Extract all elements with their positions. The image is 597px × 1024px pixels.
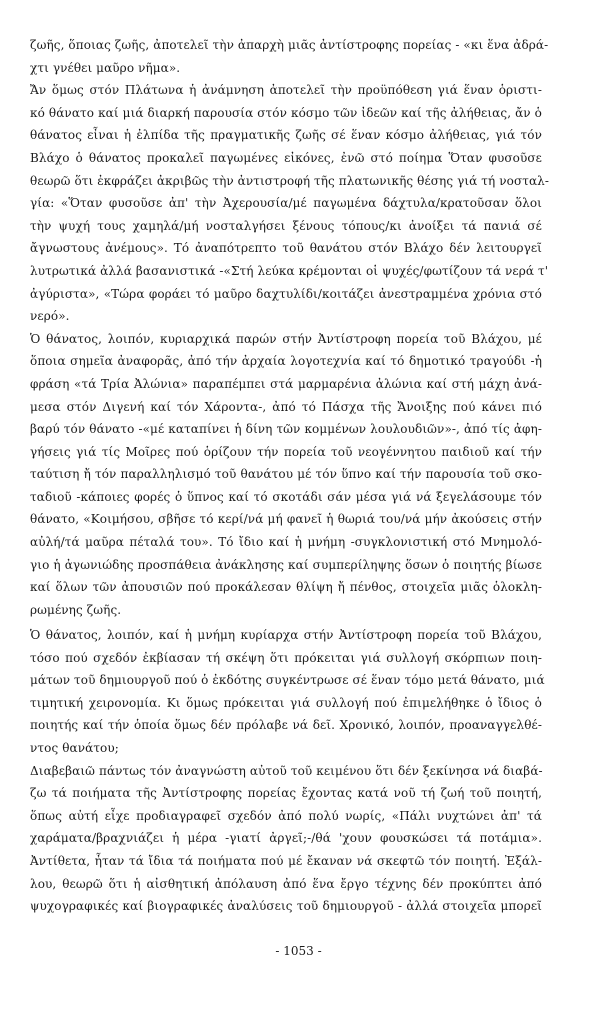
text-line: τόσο πού σχεδόν ἐκβίασαν τή σκέψη ὅτι πρόκειται γιά συλλογή σκόρπιων ποιη- bbox=[30, 650, 542, 665]
text-line: μεσα στόν Διγενή καί τόν Χάροντα-, ἀπό τό Πάσχα τῆς Ἄνοιξης πού κάνει πιό bbox=[30, 399, 542, 414]
text-line: καί ὅλων τῶν ἀπουσιῶν πού προκάλεσαν θλίψη ἤ πένθος, στοιχεῖα μιᾶς ὁλοκλη- bbox=[30, 580, 542, 595]
text-line: αὐλή/τά μαῦρα πέταλά του». Τό ἴδιο καί ἡ μνήμη -συγκλονιστική στό Μνημολό- bbox=[30, 535, 542, 550]
text-section-1 bbox=[30, 34, 550, 621]
text-line: ψυχογραφικές καί βιογραφικές ἀναλύσεις τοῦ δημιουργοῦ - ἀλλά στοιχεῖα μπορεῖ bbox=[30, 899, 542, 914]
text-line: Ἄν ὅμως στόν Πλάτωνα ἡ ἀνάμνηση ἀποτελεῖ τὴν προϋπόθεση γιά ἕναν ὁριστι- bbox=[30, 83, 542, 98]
text-line: θάνατο, «Κοιμήσου, σβῆσε τό κερί/νά μή φανεῖ ἡ θωριά του/νά μήν ἀκούσεις στήν bbox=[30, 512, 542, 527]
text-line: ζωῆς, ὅποιας ζωῆς, ἀποτελεῖ τὴν ἀπαρχὴ μιᾶς ἀντίστροφης πορείας - «κι ἕνα ἀδρά- bbox=[30, 38, 549, 52]
text-line: χαράματα/βραχνιάζει ἡ μέρα -γιατί ἀργεῖ;-/θά 'χουν φουσκώσει τά ποτάμια». bbox=[30, 831, 542, 846]
text-line: τιμητική χειρονομία. Κι ὅμως πρόκειται γιά συλλογή πού ἐπιμελήθηκε ὁ ἴδιος ὁ bbox=[30, 695, 542, 710]
text-line: φράση «τά Τρία Ἀλώνια» παραπέμπει στά μαρμαρένια ἀλώνια καί στή μάχη ἀνά- bbox=[30, 376, 542, 391]
text-line: ἀγύριστα», «Τώρα φοράει τό μαῦρο δαχτυλίδι/κοιτάζει ἀνεστραμμένα χρόνια στό bbox=[30, 286, 542, 301]
text-line: θεωρῶ ὅτι ἐκφράζει ἀκριβῶς τὴν ἀντιστροφή τῆς πλατωνικῆς θέσης γιά τή νοσταλ- bbox=[30, 173, 550, 188]
text-line: ρωμένης ζωῆς. bbox=[30, 602, 122, 617]
text-line: λυτρωτικά ἀλλά βασανιστικά -«Στή λεύκα κρέμονται οἱ ψυχές/φωτίζουν τά νερά τ' bbox=[30, 263, 549, 278]
text-line: γία: «Ὅταν φυσοῦσε ἀπ' τὴν Ἀχερουσία/μέ παγωμένα δάχτυλα/κρατοῦσαν ὅλοι bbox=[30, 196, 542, 211]
text-line: ζω τά ποιήματα τῆς Ἀντίστροφης πορείας ἔχοντας κατά νοῦ τή ζωή τοῦ ποιητή, bbox=[30, 786, 542, 801]
text-line: ντος θανάτου; bbox=[30, 740, 119, 755]
text-line: Βλάχο ὁ θάνατος προκαλεῖ παγωμένες εἰκόνες, ἐνῶ στό ποίημα Ὅταν φυσοῦσε bbox=[30, 150, 542, 165]
text-line: θάνατος εἶναι ἡ ἐλπίδα τῆς πραγματικῆς ζωῆς σέ ἕναν κόσμο ἀλήθειας, γιά τόν bbox=[30, 128, 542, 143]
text-line: γήσεις γιά τίς Μοῖρες πού ὁρίζουν τήν πορεία τοῦ νεογέννητου παιδιοῦ καί τήν bbox=[30, 444, 542, 459]
page-number: - 1053 - bbox=[275, 944, 322, 958]
text-line: γιο ἡ ἀγωνιώδης προσπάθεια ἀνάκλησης καί συμπερίληψης ὅσων ὁ ποιητής βίωσε bbox=[30, 557, 542, 572]
text-line: ἄγνωστους ἀνέμους». Τό ἀναπότρεπτο τοῦ θανάτου στόν Βλάχο δέν λειτουργεῖ bbox=[30, 241, 542, 256]
text-line: νερό». bbox=[30, 309, 70, 324]
text-line: λου, θεωρῶ ὅτι ἡ αἰσθητική ἀπόλαυση ἀπό ἕνα ἔργο τέχνης δέν προκύπτει ἀπό bbox=[30, 876, 542, 891]
text-line: ταδιοῦ -κάποιες φορές ὁ ὕπνος καί τό σκοτάδι σάν μέσα γιά νά ξεγελάσουμε τόν bbox=[30, 489, 542, 504]
text-line: χτι γνέθει μαῦρο νῆμα». bbox=[30, 60, 181, 75]
text-line: Ὁ θάνατος, λοιπόν, κυριαρχικά παρών στήν Ἀντίστροφη πορεία τοῦ Βλάχου, μέ bbox=[30, 331, 542, 346]
text-line: ταύτιση ἤ τόν παραλληλισμό τοῦ θανάτου μέ τόν ὕπνο καί τήν παρουσία τοῦ σκο- bbox=[30, 467, 542, 482]
text-section-2 bbox=[30, 624, 545, 918]
text-line: Ὁ θάνατος, λοιπόν, καί ἡ μνήμη κυρίαρχα στήν Ἀντίστροφη πορεία τοῦ Βλάχου, bbox=[30, 628, 542, 642]
text-line: μάτων τοῦ δημιουργοῦ πού ὁ ἐκδότης συγκέντρωσε σέ ἕναν τόμο μετά θάνατο, μιά bbox=[30, 673, 545, 688]
text-line: τὴν ψυχή τους χαμηλά/μή νοσταλγήσει ξένους τόπους/κι ἀνοίξει τά πανιά σέ bbox=[30, 218, 542, 233]
text-line: βαρύ τόν θάνατο -«μέ καταπίνει ἡ δίνη τῶν κομμένων λουλουδιῶν»-, ἀπό τίς ἀφη- bbox=[30, 422, 542, 437]
text-line: Διαβεβαιῶ πάντως τόν ἀναγνώστη αὐτοῦ τοῦ κειμένου ὅτι δέν ξεκίνησα νά διαβά- bbox=[30, 763, 543, 778]
text-line: Ἀντίθετα, ἦταν τά ἴδια τά ποιήματα πού μέ ἔκαναν νά σκεφτῶ τόν ποιητή. Ἐξάλ- bbox=[30, 853, 542, 868]
text-line: ὅπως αὐτή εἶχε προδιαγραφεῖ σχεδόν ἀπό πολύ νωρίς, «Πάλι νυχτώνει ἀπ' τά bbox=[30, 808, 542, 823]
text-line: ὅποια σημεῖα ἀναφορᾶς, ἀπό τήν ἀρχαία λογοτεχνία καί τό δημοτικό τραγούδι -ἡ bbox=[30, 354, 542, 369]
text-line: κό θάνατο καί μιά διαρκή παρουσία στόν κόσμο τῶν ἰδεῶν καί τῆς ἀλήθειας, ἄν ὁ bbox=[30, 105, 542, 120]
text-line: ποιητής καί τήν ὁποία ὅμως δέν πρόλαβε νά δεῖ. Χρονικό, λοιπόν, προαναγγελθέ- bbox=[30, 718, 542, 733]
